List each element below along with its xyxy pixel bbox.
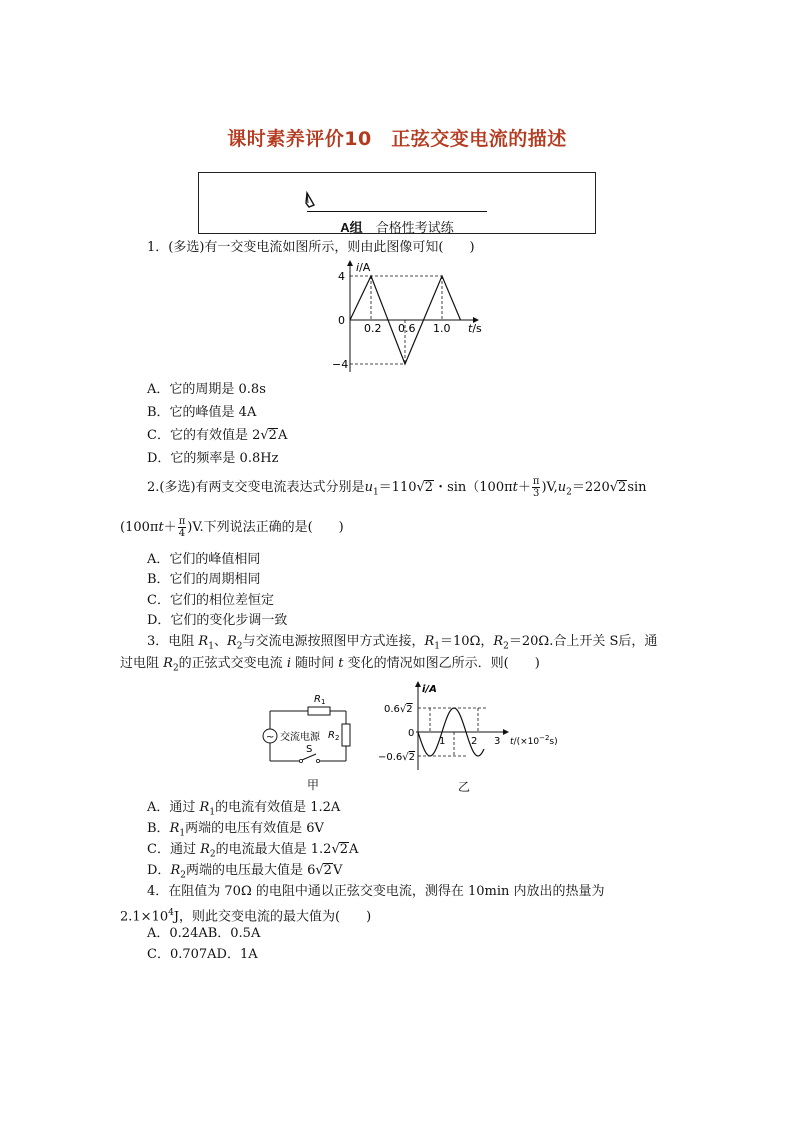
q2-stem-line2: (100πt＋ $\frac{\pi}{4}$ )V.下列说法正确的是( ) <box>120 516 344 539</box>
switch-label: S <box>306 744 313 755</box>
q1-ytick-neg4: −4 <box>332 358 349 371</box>
q1-option-a: A．它的周期是 0.8s <box>147 382 266 397</box>
q3-option-c: C．通过 $R_2$的电流最大值是 1.2√2A <box>147 842 359 860</box>
q3-stem-line1: 3．电阻 $R_1$、$R_2$与交流电源按照图甲方式连接，$R_1=10\Omega$，$R_2=20\Omega$.合上开关 S后，通 <box>147 634 658 652</box>
q3-stem-line2: 过电阻 $R_2$的正弦式交变电流 i 随时间 t 变化的情况如图乙所示．则( ) <box>120 656 540 674</box>
q3-xtick-1: 1 <box>439 736 446 747</box>
q1-ytick-0: 0 <box>338 314 345 327</box>
q4-options-cd: C．0.707AD．1A <box>147 947 258 962</box>
q1-ytick-4: 4 <box>338 270 345 283</box>
q1-xtick-0.6: 0.6 <box>398 322 416 335</box>
section-name: 合格性考试练 <box>375 221 454 236</box>
q3-xtick-2: 2 <box>471 736 478 747</box>
q1-option-d: D．它的频率是 0.8Hz <box>147 451 279 466</box>
q2-option-b: B．它们的周期相同 <box>147 572 261 587</box>
r2-label: $R_2$ <box>328 730 340 742</box>
q3-option-a: A．通过 $R_1$的电流有效值是 1.2A <box>147 800 341 818</box>
q1-graph <box>330 258 490 374</box>
q3-sine-graph <box>376 678 566 772</box>
r1-label: $R_1$ <box>314 694 326 706</box>
figure-label-jia: 甲 <box>307 778 320 792</box>
svg-text:~: ~ <box>266 732 275 743</box>
q3-option-b: B．$R_1$两端的电压有效值是 6V <box>147 821 324 839</box>
q2-stem-line1: 2.(多选)有两支交变电流表达式分别是$u_1=110√2$・sin（100πt＋ $\frac{\pi}{3}$ )$V,u_2=220√2\sin$ <box>147 476 647 499</box>
section-header-box <box>198 172 596 234</box>
q4-options-ab: A．0.24AB．0.5A <box>147 926 261 941</box>
source-label: 交流电源 <box>280 732 320 743</box>
q1-stem: 1．(多选)有一交变电流如图所示，则由此图像可知( ) <box>147 240 475 255</box>
q2-option-c: C．它们的相位差恒定 <box>147 593 274 608</box>
figure-label-yi: 乙 <box>458 780 471 794</box>
q4-stem-line2: $2.1\times 10^4J$，则此交变电流的最大值为( ) <box>120 908 372 925</box>
switch-contact-right <box>316 759 319 762</box>
page-title: 课时素养评价10 正弦交变电流的描述 <box>227 128 567 150</box>
q1-xlabel: t/s <box>468 322 482 335</box>
q3-ylabel: i/A <box>422 684 437 695</box>
q3-ytick-bottom: −0.6√2 <box>378 752 416 763</box>
q1-xtick-0.2: 0.2 <box>364 322 382 335</box>
q3-ytick-top: 0.6√2 <box>384 704 413 715</box>
section-rule <box>307 211 487 212</box>
q3-ytick-zero: 0 <box>408 728 415 739</box>
section-group: A组 <box>340 220 363 235</box>
resistor-r1 <box>308 707 330 715</box>
pen-icon <box>304 191 318 211</box>
q3-xlabel: $t/(\times 10^{-2}s)$ <box>510 734 558 747</box>
q2-option-a: A．它们的峰值相同 <box>147 552 261 567</box>
q1-ylabel: i/A <box>356 261 371 274</box>
q3-circuit-diagram <box>258 690 358 766</box>
q1-xtick-1.0: 1.0 <box>433 322 451 335</box>
q4-stem-line1: 4．在阻值为 70Ω 的电阻中通以正弦交变电流，测得在 10min 内放出的热量为 <box>147 884 605 899</box>
resistor-r2 <box>342 724 350 746</box>
q3-xtick-3: 3 <box>494 736 501 747</box>
q2-option-d: D．它们的变化步调一致 <box>147 613 288 628</box>
q1-option-c: C．它的有效值是 2√2A <box>147 428 288 443</box>
section-label <box>199 217 595 236</box>
q1-option-b: B．它的峰值是 4A <box>147 405 257 420</box>
q3-option-d: D．$R_2$两端的电压最大值是 6√2V <box>147 863 343 881</box>
